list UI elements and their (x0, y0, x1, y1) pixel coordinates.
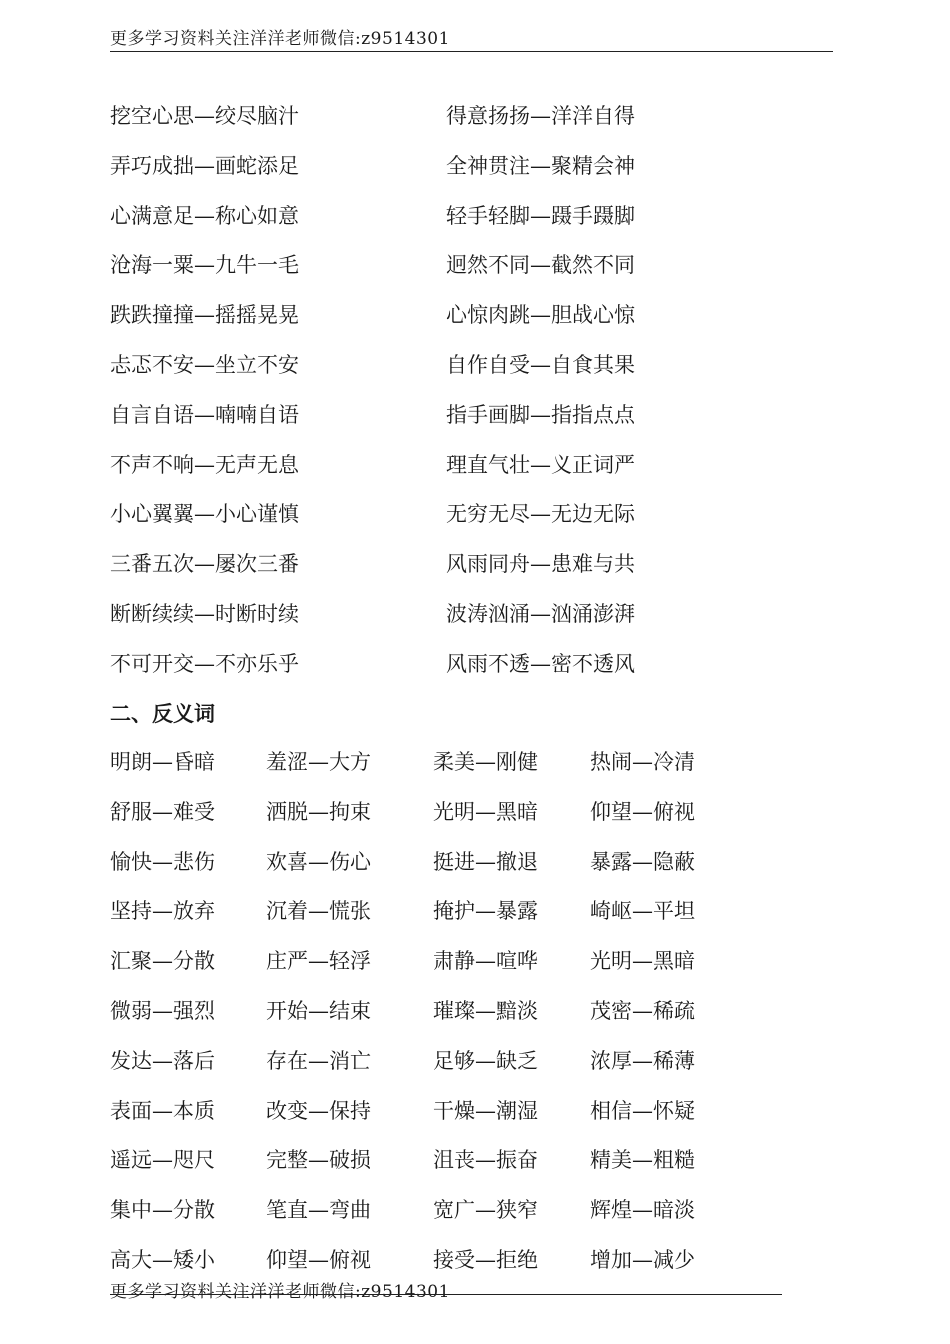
synonym-pair: 忐忑不安—坐立不安 (110, 352, 299, 377)
antonym-pair: 羞涩—大方 (266, 750, 371, 774)
list-item (110, 547, 810, 597)
list-item (110, 647, 810, 697)
antonym-pair: 暴露—隐蔽 (590, 849, 695, 874)
synonym-list (110, 99, 810, 697)
list-item (110, 348, 810, 398)
antonym-pair: 欢喜—伤心 (266, 849, 371, 874)
list-item (110, 894, 810, 944)
synonym-pair: 自言自语—喃喃自语 (110, 402, 299, 427)
antonym-pair: 茂密—稀疏 (590, 998, 695, 1023)
antonym-pair: 仰望—俯视 (266, 1247, 371, 1272)
list-item (110, 199, 810, 249)
list-item (110, 1044, 810, 1094)
antonym-pair: 洒脱—拘束 (266, 799, 371, 824)
synonym-pair: 小心翼翼—小心谨慎 (110, 502, 299, 527)
list-item (110, 497, 810, 547)
synonym-pair: 弄巧成拙—画蛇添足 (110, 153, 299, 178)
antonym-pair: 发达—落后 (110, 1048, 215, 1073)
antonym-pair: 遥远—咫尺 (110, 1148, 215, 1173)
list-item (110, 1094, 810, 1144)
antonym-list (110, 745, 810, 1293)
section-title: 二、反义词 (110, 702, 215, 726)
antonym-pair: 璀璨—黯淡 (433, 998, 538, 1023)
antonym-pair: 愉快—悲伤 (110, 849, 215, 874)
antonym-pair: 宽广—狭窄 (433, 1198, 538, 1223)
antonym-pair: 舒服—难受 (110, 799, 215, 824)
list-item (110, 298, 810, 348)
synonym-pair: 无穷无尽—无边无际 (446, 502, 635, 527)
antonym-pair: 掩护—暴露 (433, 899, 538, 924)
antonym-pair: 高大—矮小 (110, 1247, 215, 1272)
synonym-pair: 自作自受—自食其果 (446, 352, 635, 377)
synonym-pair: 迥然不同—截然不同 (446, 253, 635, 278)
synonym-pair: 轻手轻脚—蹑手蹑脚 (446, 203, 635, 228)
antonym-pair: 微弱—强烈 (110, 998, 215, 1023)
synonym-pair: 风雨不透—密不透风 (446, 651, 635, 676)
synonym-pair: 断断续续—时断时续 (110, 601, 299, 626)
synonym-pair: 理直气壮—义正词严 (446, 452, 635, 477)
list-item (110, 944, 810, 994)
list-item (110, 448, 810, 498)
list-item (110, 398, 810, 448)
synonym-pair: 跌跌撞撞—摇摇晃晃 (110, 303, 299, 328)
antonym-pair: 存在—消亡 (266, 1048, 371, 1073)
synonym-pair: 心满意足—称心如意 (110, 203, 299, 228)
list-item (110, 597, 810, 647)
antonym-pair: 热闹—冷清 (590, 750, 695, 774)
header-divider (110, 51, 833, 52)
synonym-pair: 三番五次—屡次三番 (110, 552, 299, 577)
antonym-pair: 坚持—放弃 (110, 899, 215, 924)
antonym-pair: 沉着—慌张 (266, 899, 371, 924)
antonym-pair: 集中—分散 (110, 1198, 215, 1223)
antonym-pair: 光明—黑暗 (433, 799, 538, 824)
synonym-pair: 不可开交—不亦乐乎 (110, 651, 299, 676)
page-footer: 更多学习资料关注洋洋老师微信:z9514301 (110, 1282, 450, 1302)
antonym-pair: 相信—怀疑 (590, 1098, 695, 1123)
antonym-pair: 肃静—喧哗 (433, 949, 538, 974)
antonym-pair: 辉煌—暗淡 (590, 1198, 695, 1223)
antonym-pair: 改变—保持 (266, 1098, 371, 1123)
antonym-pair: 庄严—轻浮 (266, 949, 371, 974)
antonym-pair: 足够—缺乏 (433, 1048, 538, 1073)
antonym-pair: 增加—减少 (590, 1247, 695, 1272)
synonym-pair: 挖空心思—绞尽脑汁 (110, 104, 299, 128)
antonym-pair: 表面—本质 (110, 1098, 215, 1123)
page-header: 更多学习资料关注洋洋老师微信:z9514301 (110, 29, 450, 49)
antonym-pair: 明朗—昏暗 (110, 750, 215, 774)
list-item (110, 745, 810, 795)
antonym-pair: 笔直—弯曲 (266, 1198, 371, 1223)
antonym-pair: 挺进—撤退 (433, 849, 538, 874)
antonym-pair: 接受—拒绝 (433, 1247, 538, 1272)
list-item (110, 795, 810, 845)
footer-strike-line (110, 1294, 782, 1295)
list-item (110, 99, 810, 149)
antonym-pair: 浓厚—稀薄 (590, 1048, 695, 1073)
list-item (110, 1193, 810, 1243)
list-item (110, 994, 810, 1044)
antonym-pair: 柔美—刚健 (433, 750, 538, 774)
synonym-pair: 全神贯注—聚精会神 (446, 153, 635, 178)
antonym-pair: 沮丧—振奋 (433, 1148, 538, 1173)
antonym-pair: 光明—黑暗 (590, 949, 695, 974)
synonym-pair: 心惊肉跳—胆战心惊 (446, 303, 635, 328)
synonym-pair: 沧海一粟—九牛一毛 (110, 253, 299, 278)
synonym-pair: 波涛汹涌—汹涌澎湃 (446, 601, 635, 626)
antonym-pair: 汇聚—分散 (110, 949, 215, 974)
antonym-pair: 精美—粗糙 (590, 1148, 695, 1173)
antonym-pair: 崎岖—平坦 (590, 899, 695, 924)
list-item (110, 248, 810, 298)
synonym-pair: 得意扬扬—洋洋自得 (446, 104, 635, 128)
antonym-pair: 干燥—潮湿 (433, 1098, 538, 1123)
synonym-pair: 指手画脚—指指点点 (446, 402, 635, 427)
list-item (110, 1143, 810, 1193)
synonym-pair: 不声不响—无声无息 (110, 452, 299, 477)
antonym-pair: 开始—结束 (266, 998, 371, 1023)
antonym-pair: 仰望—俯视 (590, 799, 695, 824)
list-item (110, 149, 810, 199)
synonym-pair: 风雨同舟—患难与共 (446, 552, 635, 577)
list-item (110, 845, 810, 895)
antonym-pair: 完整—破损 (266, 1148, 371, 1173)
